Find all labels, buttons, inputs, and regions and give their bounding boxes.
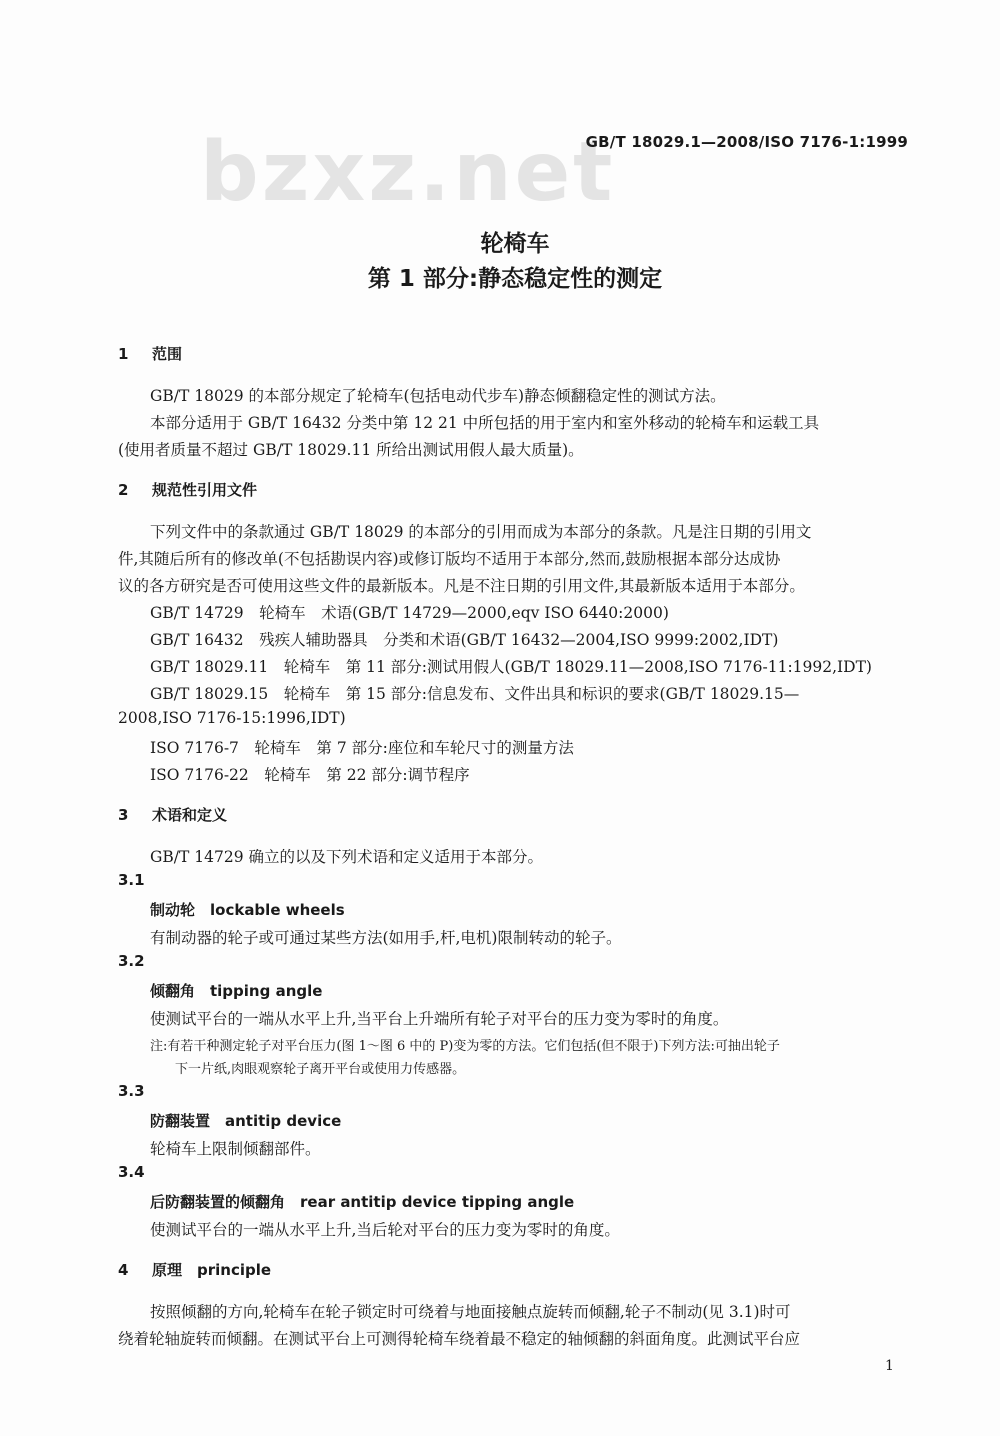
section-4-heading (118, 1259, 271, 1280)
reference-item: GB/T 16432 残疾人辅助器具 分类和术语(GB/T 16432—2004,ISO 9999:2002,IDT) (150, 631, 779, 649)
section-title: 原理 principle (152, 1261, 272, 1279)
paragraph: 按照倾翻的方向,轮椅车在轮子锁定时可绕着与地面接触点旋转而倾翻,轮子不制动(见 3.1)时可 (150, 1303, 791, 1321)
section-title: 范围 (152, 345, 183, 363)
paragraph: 件,其随后所有的修改单(不包括勘误内容)或修订版均不适用于本部分,然而,鼓励根据本部分达成协 (118, 550, 781, 568)
term-entry: 倾翻角 tipping angle (150, 982, 323, 1000)
section-number: 4 (118, 1261, 129, 1279)
term-number: 3.3 (118, 1082, 145, 1100)
watermark: bzxz.net (200, 125, 616, 220)
reference-item: GB/T 14729 轮椅车 术语(GB/T 14729—2000,eqv ISO 6440:2000) (150, 604, 669, 622)
reference-item: 2008,ISO 7176-15:1996,IDT) (118, 709, 346, 727)
term-definition: 轮椅车上限制倾翻部件。 (150, 1140, 321, 1158)
reference-item: GB/T 18029.11 轮椅车 第 11 部分:测试用假人(GB/T 18029.11—2008,ISO 7176-11:1992,IDT) (150, 658, 872, 676)
section-title: 规范性引用文件 (152, 481, 258, 499)
section-number: 3 (118, 806, 129, 824)
title-sub: 第 1 部分:静态稳定性的测定 (367, 266, 663, 292)
title-main: 轮椅车 (480, 231, 550, 257)
note: 注:有若干种测定轮子对平台压力(图 1～图 6 中的 P)变为零的方法。它们包括(但不限于)下列方法:可抽出轮子 (150, 1039, 780, 1054)
term-definition: 有制动器的轮子或可通过某些方法(如用手,杆,电机)限制转动的轮子。 (150, 929, 622, 947)
term-number: 3.2 (118, 952, 145, 970)
reference-item: ISO 7176-7 轮椅车 第 7 部分:座位和车轮尺寸的测量方法 (150, 739, 574, 757)
paragraph: GB/T 14729 确立的以及下列术语和定义适用于本部分。 (150, 848, 543, 866)
paragraph: 本部分适用于 GB/T 16432 分类中第 12 21 中所包括的用于室内和室外移动的轮椅车和运载工具 (150, 414, 820, 432)
note: 下一片纸,肉眼观察轮子离开平台或使用力传感器。 (175, 1062, 466, 1077)
term-entry: 制动轮 lockable wheels (150, 901, 345, 919)
section-title: 术语和定义 (152, 806, 228, 824)
standard-number: GB/T 18029.1—2008/ISO 7176-1:1999 (585, 133, 908, 151)
reference-item: GB/T 18029.15 轮椅车 第 15 部分:信息发布、文件出具和标识的要求(GB/T 18029.15— (150, 685, 800, 703)
term-number: 3.4 (118, 1163, 145, 1181)
section-number: 1 (118, 345, 129, 363)
section-2-heading (118, 479, 257, 500)
paragraph: 下列文件中的条款通过 GB/T 18029 的本部分的引用而成为本部分的条款。凡是注日期的引用文 (150, 523, 812, 541)
paragraph: 绕着轮轴旋转而倾翻。在测试平台上可测得轮椅车绕着最不稳定的轴倾翻的斜面角度。此测试平台应 (118, 1330, 801, 1348)
paragraph: 议的各方研究是否可使用这些文件的最新版本。凡是不注日期的引用文件,其最新版本适用于本部分。 (118, 577, 805, 595)
term-definition: 使测试平台的一端从水平上升,当后轮对平台的压力变为零时的角度。 (150, 1221, 620, 1239)
section-1-heading (118, 343, 182, 364)
term-number: 3.1 (118, 871, 145, 889)
section-3-heading (118, 804, 227, 825)
paragraph: GB/T 18029 的本部分规定了轮椅车(包括电动代步车)静态倾翻稳定性的测试方法。 (150, 387, 726, 405)
term-entry: 后防翻装置的倾翻角 rear antitip device tipping angle (150, 1193, 575, 1211)
term-definition: 使测试平台的一端从水平上升,当平台上升端所有轮子对平台的压力变为零时的角度。 (150, 1010, 729, 1028)
page-number: 1 (885, 1358, 894, 1374)
section-number: 2 (118, 481, 129, 499)
term-entry: 防翻装置 antitip device (150, 1112, 342, 1130)
reference-item: ISO 7176-22 轮椅车 第 22 部分:调节程序 (150, 766, 470, 784)
paragraph: (使用者质量不超过 GB/T 18029.11 所给出测试用假人最大质量)。 (118, 441, 584, 459)
